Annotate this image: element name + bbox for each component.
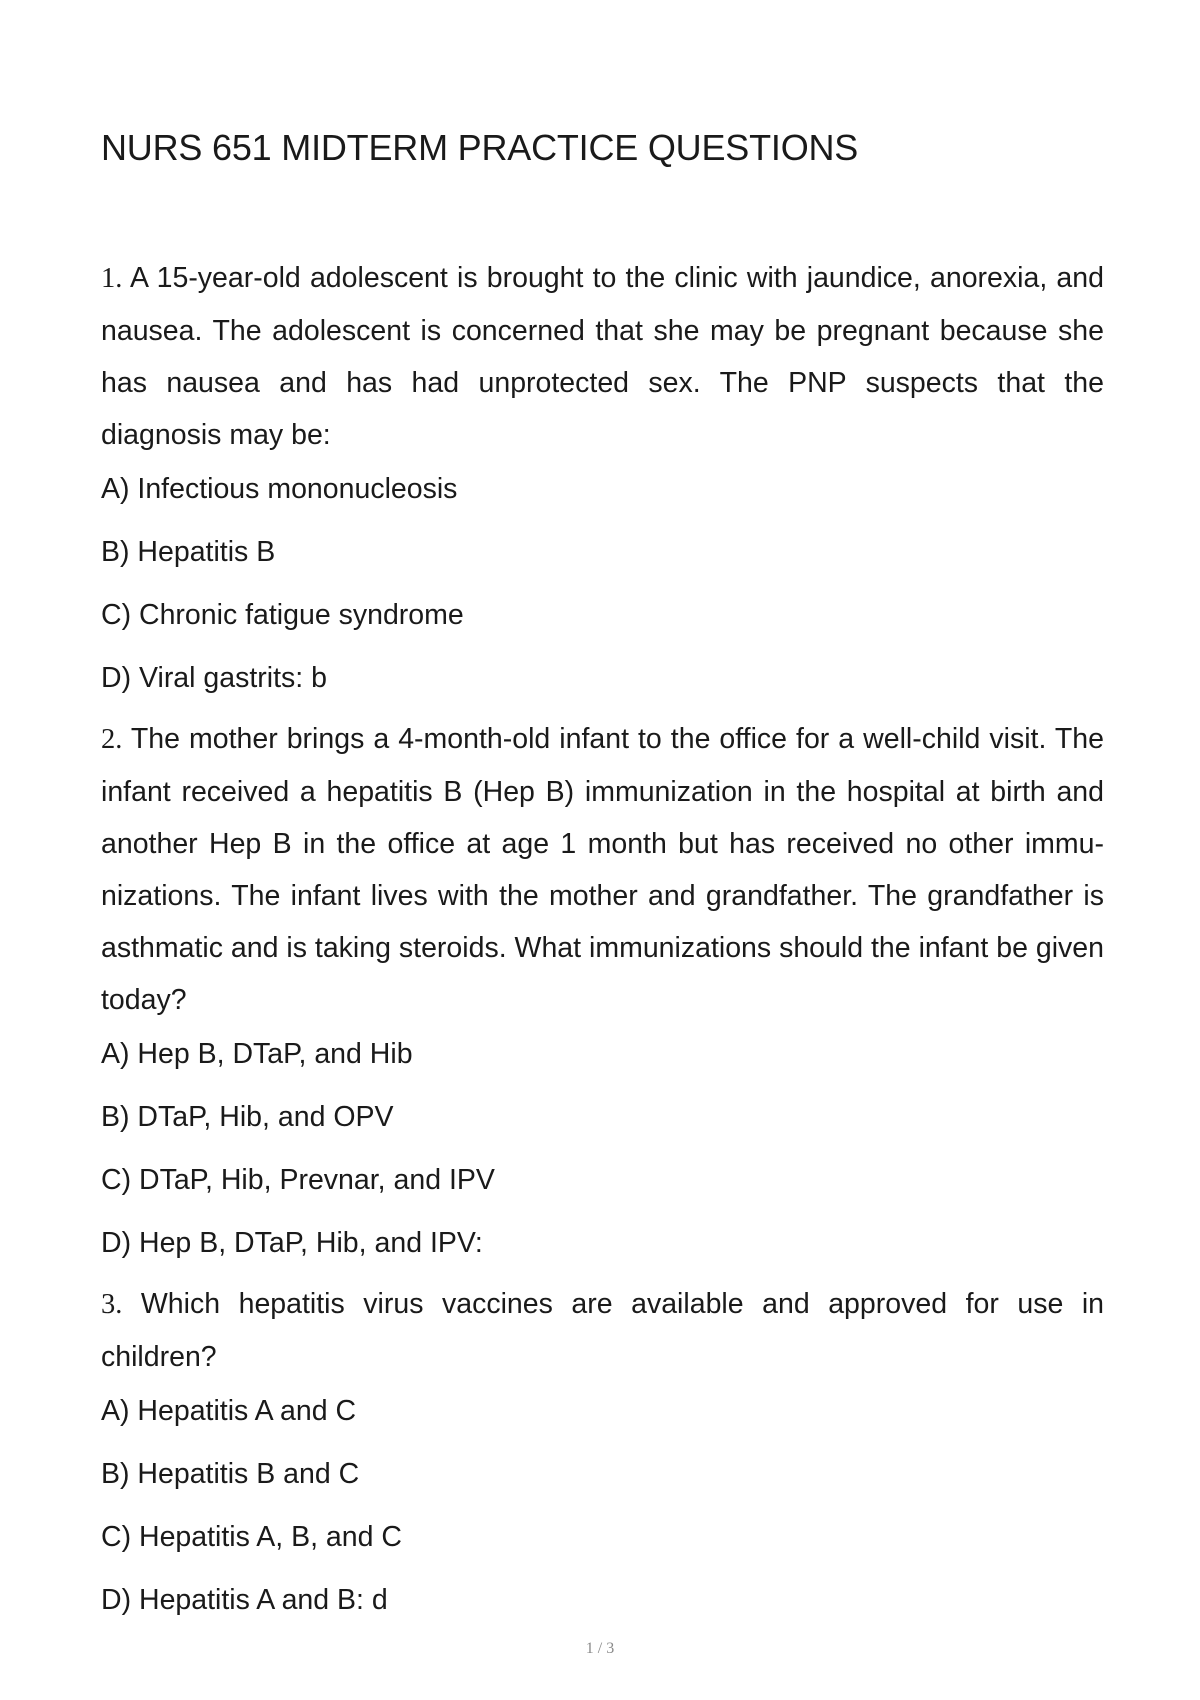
answer-option: B) DTaP, Hib, and OPV — [101, 1101, 394, 1133]
answer-option: A) Hep B, DTaP, and Hib — [101, 1038, 413, 1070]
question-number: 2. — [101, 724, 123, 755]
question-1 — [101, 252, 1104, 713]
answer-option: C) Chronic fatigue syndrome — [101, 599, 464, 631]
answer-options — [101, 1026, 1104, 1278]
answer-option: A) Hepatitis A and C — [101, 1395, 357, 1427]
answer-option: D) Hepatitis A and B: d — [101, 1584, 388, 1616]
question-3 — [101, 1278, 1104, 1635]
answer-option: C) DTaP, Hib, Prevnar, and IPV — [101, 1164, 495, 1196]
answer-option: C) Hepatitis A, B, and C — [101, 1521, 402, 1553]
answer-option: D) Hep B, DTaP, Hib, and IPV: — [101, 1227, 483, 1259]
question-text — [101, 252, 1104, 461]
question-text — [101, 713, 1104, 1026]
question-text — [101, 1278, 1104, 1383]
answer-option: D) Viral gastrits: b — [101, 662, 327, 694]
answer-option: B) Hepatitis B — [101, 536, 276, 568]
question-2 — [101, 713, 1104, 1278]
question-body: A 15-year-old adolescent is brought to the clinic with jaundice, anorexia, and nausea. The adolescent is concerned that she may be pregnant because she has nausea and has had unprotected sex. The PNP suspects that the diagnosis may be: — [101, 262, 1104, 451]
question-number: 3. — [101, 1289, 123, 1320]
page-number: 1 / 3 — [585, 1640, 615, 1657]
answer-option: A) Infectious mononucleosis — [101, 473, 458, 505]
answer-option: B) Hepatitis B and C — [101, 1458, 360, 1490]
page-title: NURS 651 MIDTERM PRACTICE QUESTIONS — [101, 127, 859, 168]
question-list — [101, 252, 1104, 1635]
question-body: Which hepatitis virus vaccines are available and approved for use in children? — [101, 1288, 1105, 1373]
question-body: The mother brings a 4-month-old infant to the office for a well-child visit. The infant received a hepatitis B (Hep B) immunization in the hospital at birth and another Hep B in the office at age 1 month but has received no other immu-nizations. The infant lives with the mother and grandfather. The grandfather is asthmatic and is taking steroids. What immunizations should the infant be given today? — [101, 723, 1104, 1016]
answer-options — [101, 461, 1104, 713]
answer-options — [101, 1383, 1104, 1635]
question-number: 1. — [101, 263, 123, 294]
